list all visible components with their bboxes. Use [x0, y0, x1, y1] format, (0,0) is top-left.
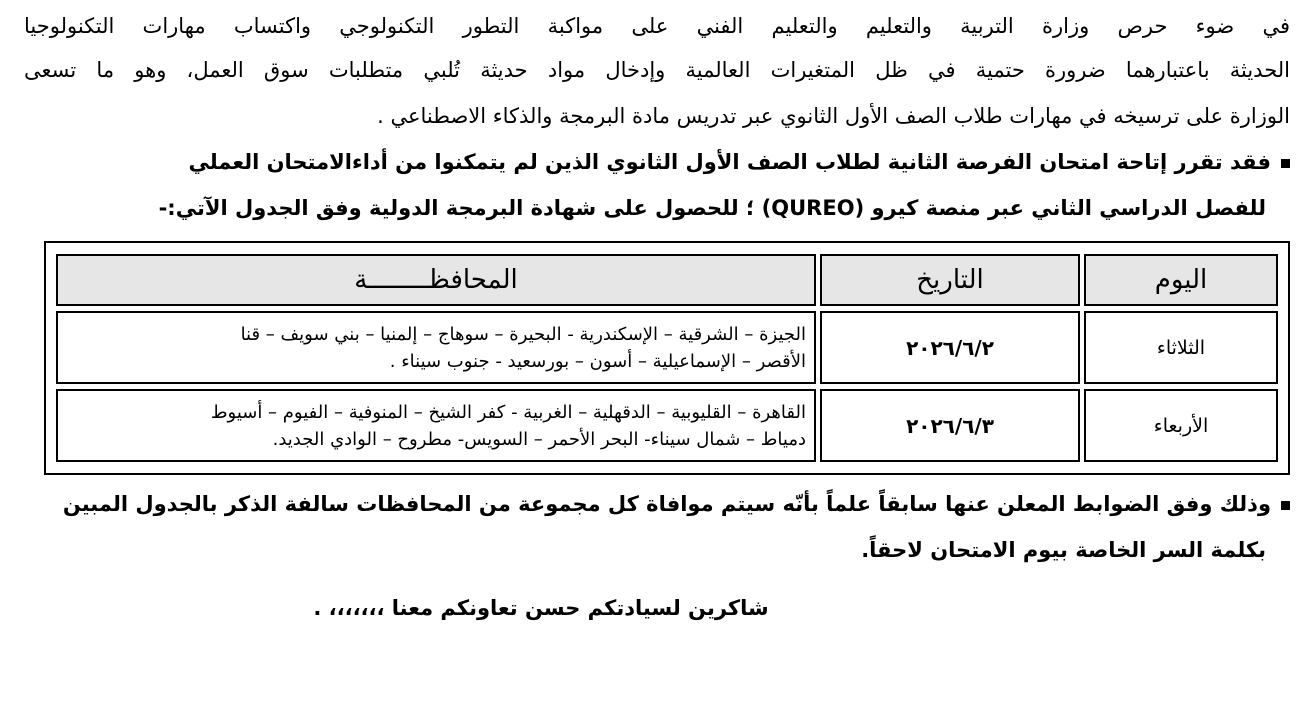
- governorates-line-2: الأقصر – الإسماعيلية – أسون – بورسعيد - جنوب سيناء .: [389, 350, 806, 372]
- row-date: ٢٠٢٦/٦/٢: [820, 311, 1080, 384]
- header-date: التاريخ: [820, 254, 1080, 306]
- intro-line-2: الحديثة باعتبارهما ضرورة حتمية في ظل المتغيرات العالمية وإدخال مواد حديثة تُلبي متطلبات سوق العمل، وهو ما تسعى: [24, 58, 1290, 82]
- row-governorates: [56, 389, 816, 462]
- bullet-paragraph-2: [24, 492, 1290, 516]
- governorates-line-2: دمياط – شمال سيناء- البحر الأحمر – السويس- مطروح – الوادي الجديد.: [272, 428, 806, 450]
- bullet2-line-1: وذلك وفق الضوابط المعلن عنها سابقاً علماً بأنّه سيتم موافاة كل مجموعة من المحافظات سالفة الذكر بالجدول المبين: [62, 492, 1271, 516]
- bullet1-line-2: للفصل الدراسي الثاني عبر منصة كيرو (QUREO) ؛ للحصول على شهادة البرمجة الدولية وفق الجدول الآتي:-: [158, 196, 1266, 220]
- row-governorates: [56, 311, 816, 384]
- row-day: الثلاثاء: [1084, 311, 1278, 384]
- bullet2-line-2: بكلمة السر الخاصة بيوم الامتحان لاحقاً.: [861, 538, 1266, 562]
- bullet-square-icon: [1281, 159, 1290, 168]
- schedule-table-frame: [44, 241, 1290, 475]
- header-governorates: المحافظــــــــة: [56, 254, 816, 306]
- table-header-row: [56, 254, 1278, 306]
- governorates-line-1: الجيزة – الشرقية – الإسكندرية - البحيرة – سوهاج – إلمنيا – بني سويف – قنا: [240, 323, 806, 345]
- bullet-square-icon: [1281, 501, 1290, 510]
- table-row: [56, 311, 1278, 384]
- intro-line-3: الوزارة على ترسيخه في مهارات طلاب الصف الأول الثانوي عبر تدريس مادة البرمجة والذكاء الاصطناعي .: [377, 104, 1290, 128]
- closing-thanks: شاكرين لسيادتكم حسن تعاونكم معنا ،،،،،،، .: [313, 596, 769, 620]
- intro-line-1: في ضوء حرص وزارة التربية والتعليم والتعليم الفني على مواكبة التطور التكنولوجي واكتساب مهارات التكنولوجيا: [24, 14, 1290, 38]
- governorates-line-1: القاهرة – القليوبية – الدقهلية – الغربية - كفر الشيخ – المنوفية – الفيوم – أسيوط: [210, 401, 806, 423]
- schedule-table: [52, 249, 1282, 467]
- bullet1-line-1: فقد تقرر إتاحة امتحان الفرصة الثانية لطلاب الصف الأول الثانوي الذين لم يتمكنوا من أداءالامتحان العملي: [188, 150, 1271, 174]
- bullet-paragraph-1: [24, 150, 1290, 174]
- row-date: ٢٠٢٦/٦/٣: [820, 389, 1080, 462]
- table-row: [56, 389, 1278, 462]
- row-day: الأربعاء: [1084, 389, 1278, 462]
- header-day: اليوم: [1084, 254, 1278, 306]
